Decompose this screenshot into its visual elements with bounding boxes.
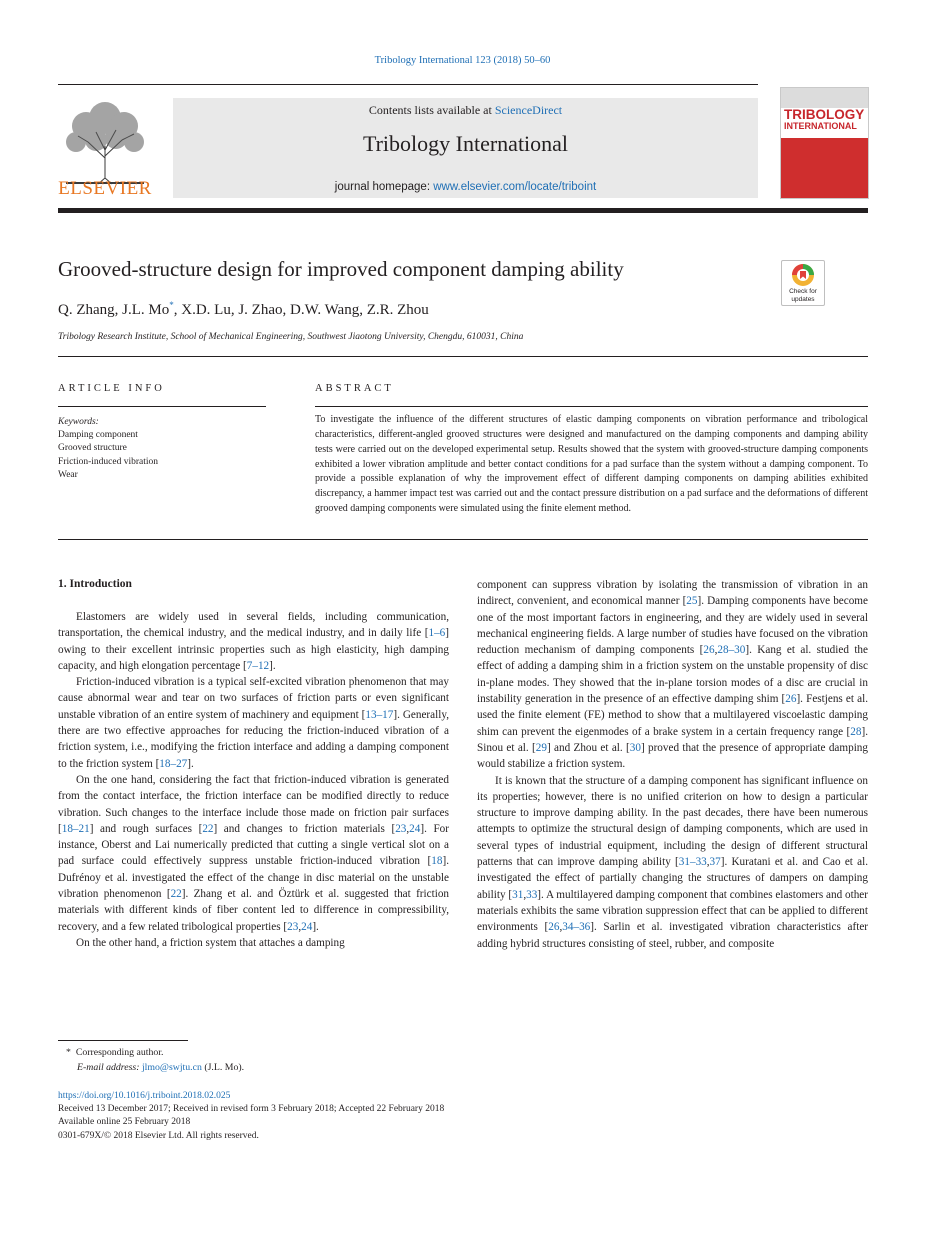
cover-title [784, 108, 866, 131]
abstract-bottom-rule [58, 539, 868, 540]
body-column-right [477, 577, 868, 952]
intro-paragraph-1: Elastomers are widely used in several fields, including communication, transportation, the chemical industry, and the medical industry, and in daily life [1–6] owing to their excellent intrinsic properties such as high elasticity, high damping capacity, and high elongation percentage [7–12]. [58, 611, 449, 672]
citation-link[interactable]: 26 [548, 921, 560, 934]
intro-paragraph-4: On the other hand, a friction system that attaches a damping [76, 936, 345, 949]
corresponding-author-mark[interactable]: * [169, 300, 174, 310]
citation-link[interactable]: 18 [431, 855, 443, 868]
article-footer [58, 1090, 444, 1143]
body-column-left [58, 609, 449, 951]
citation-link[interactable]: 28–30 [717, 644, 746, 657]
email-link[interactable]: jlmo@swjtu.cn [141, 1062, 202, 1073]
copyright: 0301-679X/© 2018 Elsevier Ltd. All rights reserved. [58, 1130, 259, 1141]
homepage-line [173, 181, 758, 193]
citation-link[interactable]: 24 [301, 920, 313, 933]
header-thick-rule [58, 208, 868, 213]
citation-link[interactable]: 18–27 [159, 757, 188, 770]
publisher-name: ELSEVIER [58, 178, 152, 199]
keyword-item: Damping component [58, 430, 138, 441]
citation-link[interactable]: 24 [409, 822, 421, 835]
affiliation: Tribology Research Institute, School of Mechanical Engineering, Southwest Jiaotong University, Chengdu, 610031, China [58, 332, 524, 342]
citation-link[interactable]: 1–6 [428, 627, 446, 640]
crossmark-badge[interactable] [781, 260, 825, 306]
keywords-label: Keywords: [58, 417, 99, 427]
citation-link[interactable]: 33 [526, 888, 538, 901]
keyword-item: Grooved structure [58, 443, 127, 454]
citation-link[interactable]: 23 [395, 822, 407, 835]
citation-link[interactable]: 31–33 [678, 856, 707, 869]
cover-top-strip [781, 88, 868, 108]
citation-link[interactable]: 18–21 [61, 822, 90, 835]
contents-line [173, 103, 758, 118]
citation-link[interactable]: 28 [850, 725, 862, 738]
email-label: E-mail address: [77, 1062, 142, 1073]
crossmark-icon [782, 263, 824, 289]
abstract-text: To investigate the influence of the different structures of elastic damping components on vibration performance and tribological characteristics, different-angled grooved structures were designed and manufactured on the damping components and damping ability tests were carried out on the developed experimental setup. Results showed that the system with grooved-structure damping components exhibited a lower vibration amplitude and better contact conditions for a pad surface than the system without a damping component. To provide a possible explanation of why the improvement effect of different damping components on damping abilities exhibited discrepancy, a hammer impact test was carried out and the contact pressure distribution on a pad surface and the deformations of different grooved damping components were simulated using the finite element method. [315, 414, 868, 515]
citation-link[interactable]: 30 [629, 741, 641, 754]
footnote-corresponding-text: Corresponding author. [75, 1047, 164, 1058]
crossmark-label-line2: updates [791, 295, 815, 303]
citation-link[interactable]: 34–36 [562, 921, 591, 934]
journal-reference[interactable]: Tribology International 123 (2018) 50–60 [374, 55, 551, 66]
footnote [58, 1045, 244, 1075]
intro-paragraph-5: It is known that the structure of a damping component has significant influence on its properties; however, there is no unified criterion on how to design a particular structure to improve damping ability. In the past decades, there have been numerous attempts to optimize the structural design of damping components, which are used in several types of industrial equipment, including the design of different structural patterns that can improve damping ability [31–33,37]. Kuratani et al. and Cao et al. investigated the effect of partially changing the structures of dampers on damping ability [31,33]. A multilayered damping component that combines elastomers and other materials exhibits the same vibration suppression effect that can be applied to different environments [26,34–36]. Sarlin et al. investigated vibration characteristics after adding hybrid structures consisting of steel, rubber, and composite [477, 774, 869, 950]
cover-red-band [781, 138, 868, 198]
author-list [58, 300, 429, 319]
received-dates: Received 13 December 2017; Received in revised form 3 February 2018; Accepted 22 February 2018 [58, 1104, 445, 1115]
sciencedirect-link[interactable]: ScienceDirect [494, 103, 563, 117]
email-suffix: (J.L. Mo). [201, 1062, 245, 1073]
citation-link[interactable]: 25 [686, 595, 698, 608]
intro-paragraph-3: On the one hand, considering the fact that friction-induced vibration is generated from the contact interface, the friction interface can be modified directly to reduce vibration. Such changes to the interface include those made on friction pair surfaces [18–21] and rough surfaces [22] and changes to friction materials [23,24]. For instance, Oberst and Lai numerically predicted that cutting a single vertical slot on a pad surface could effectively suppress unstable friction-induced vibration [18]. Dufrénoy et al. investigated the effect of the change in disc material on the unstable vibration phenomenon [22]. Zhang et al. and Öztürk et al. suggested that friction materials with different kinds of fiber content led to difference in compressibility, recovery, and a few related tribological properties [23,24]. [58, 773, 450, 933]
keyword-item: Wear [58, 469, 78, 480]
article-info-heading: ARTICLE INFO [58, 383, 165, 394]
citation-link[interactable]: 23 [287, 920, 299, 933]
abstract-heading: ABSTRACT [315, 383, 394, 394]
citation-link[interactable]: 26 [703, 644, 715, 657]
journal-cover[interactable] [780, 87, 869, 199]
citation-link[interactable]: 31 [512, 888, 524, 901]
citation-link[interactable]: 37 [709, 856, 721, 869]
title-bottom-rule [58, 356, 868, 357]
cover-title-line1: TRIBOLOGY [784, 107, 865, 122]
section-heading-introduction: 1. Introduction [58, 578, 132, 590]
cover-title-line2: INTERNATIONAL [784, 120, 857, 131]
journal-name: Tribology International [362, 131, 569, 156]
citation-link[interactable]: 22 [170, 888, 182, 901]
authors-rest: , X.D. Lu, J. Zhao, D.W. Wang, Z.R. Zhou [173, 302, 429, 318]
doi-link[interactable]: https://doi.org/10.1016/j.triboint.2018.02.025 [58, 1091, 231, 1101]
keywords-block [58, 416, 158, 482]
authors-first: Q. Zhang, J.L. Mo [58, 302, 170, 318]
publisher-logo [58, 96, 152, 200]
footnote-email [58, 1060, 244, 1075]
article-info-rule [58, 406, 266, 407]
citation-link[interactable]: 26 [785, 693, 797, 706]
available-online: Available online 25 February 2018 [58, 1117, 191, 1128]
keyword-item: Friction-induced vibration [58, 456, 158, 467]
journal-homepage-link[interactable]: www.elsevier.com/locate/triboint [433, 181, 597, 193]
citation-link[interactable]: 22 [202, 822, 214, 835]
crossmark-label-line1: Check for [789, 288, 817, 295]
contents-prefix: Contents lists available at [368, 103, 495, 117]
footnote-rule [58, 1040, 188, 1041]
intro-paragraph-4-continued: component can suppress vibration by isolating the transmission of vibration in an indirect, convenient, and economical manner [25]. Damping components have become one of the most important factors in engineering, and they are widely used in several mechanical engineering fields. A large number of studies have focused on the vibration reduction mechanism of damping components [26,28–30]. Kang et al. studied the effect of adding a damping shim in a friction system on the unstable propensity of disc in-plane modes. They showed that the in-plane torsion modes of a disc are crucial in instability generation in the presence of an effective damping shim [26]. Festjens et al. used the finite element (FE) method to show that a multilayered viscoelastic damping shim can prevent the eigenmodes of a brake system in a certain frequency range [28]. Sinou et al. [29] and Zhou et al. [30] proved that the presence of appropriate damping would stabilize a friction system. [477, 579, 868, 771]
article-title: Grooved-structure design for improved component damping ability [58, 257, 624, 281]
citation-link[interactable]: 7–12 [246, 659, 270, 672]
citation-link[interactable]: 13–17 [365, 708, 394, 721]
journal-header-box [173, 98, 758, 198]
homepage-prefix: journal homepage: [334, 181, 434, 193]
footnote-corresponding [58, 1045, 244, 1060]
abstract-rule [315, 406, 868, 407]
intro-paragraph-2: Friction-induced vibration is a typical self-excited vibration phenomenon that may cause abnormal wear and tear on two surfaces of friction parts or even significant unstable vibration of an entire system of machinery and equipment [13–17]. Generally, there are two effective approaches for reducing the friction-induced vibration of a friction system, i.e., modifying the friction interface and adding a damping component to the friction system [18–27]. [58, 676, 450, 770]
footnote-mark: * [66, 1047, 71, 1058]
crossmark-label [782, 288, 824, 303]
citation-link[interactable]: 29 [535, 741, 547, 754]
header-top-rule [58, 84, 758, 85]
